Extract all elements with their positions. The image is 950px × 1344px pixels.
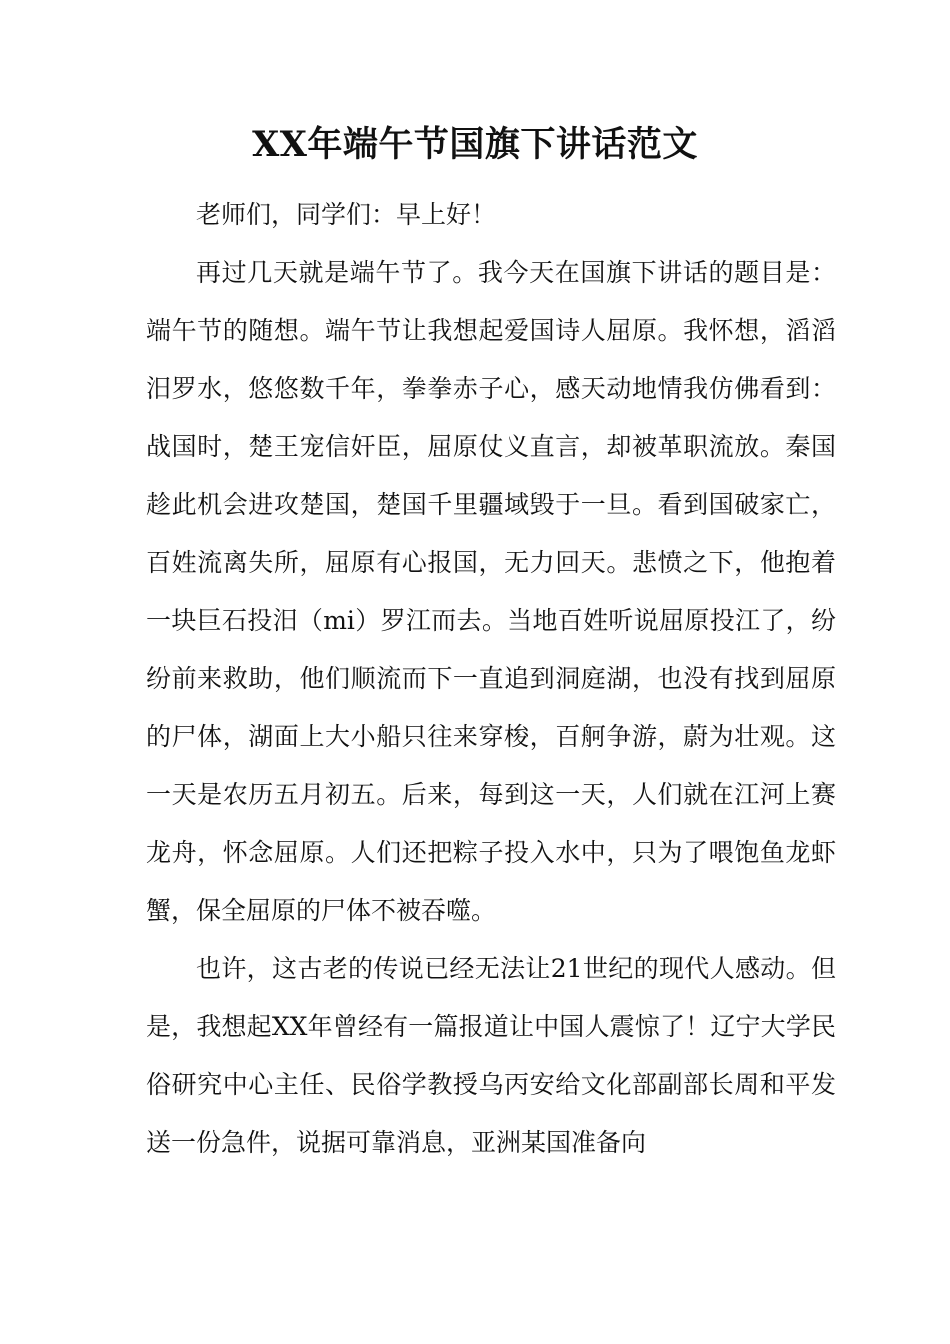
document-title: XX年端午节国旗下讲话范文: [252, 124, 698, 165]
document-body: [146, 186, 836, 1172]
paragraph-news: 也许，这古老的传说已经无法让21世纪的现代人感动。但是，我想起XX年曾经有一篇报道让中国人震惊了！辽宁大学民俗研究中心主任、民俗学教授乌丙安给文化部副部长周和平发送一份急件，说据可靠消息，亚洲某国准备向: [146, 954, 836, 1157]
paragraph-greeting: 老师们，同学们：早上好！: [196, 200, 497, 229]
paragraph-story: 再过几天就是端午节了。我今天在国旗下讲话的题目是：端午节的随想。端午节让我想起爱国诗人屈原。我怀想，滔滔汨罗水，悠悠数千年，拳拳赤子心，感天动地情我仿佛看到：战国时，楚王宠信奸臣，屈原仗义直言，却被革职流放。秦国趁此机会进攻楚国，楚国千里疆域毁于一旦。看到国破家亡，百姓流离失所，屈原有心报国，无力回天。悲愤之下，他抱着一块巨石投汨（mi）罗江而去。当地百姓听说屈原投江了，纷纷前来救助，他们顺流而下一直追到洞庭湖，也没有找到屈原的尸体，湖面上大小船只往来穿梭，百舸争游，蔚为壮观。这一天是农历五月初五。后来，每到这一天，人们就在江河上赛龙舟，怀念屈原。人们还把粽子投入水中，只为了喂饱鱼龙虾蟹，保全屈原的尸体不被吞噬。: [146, 258, 836, 925]
